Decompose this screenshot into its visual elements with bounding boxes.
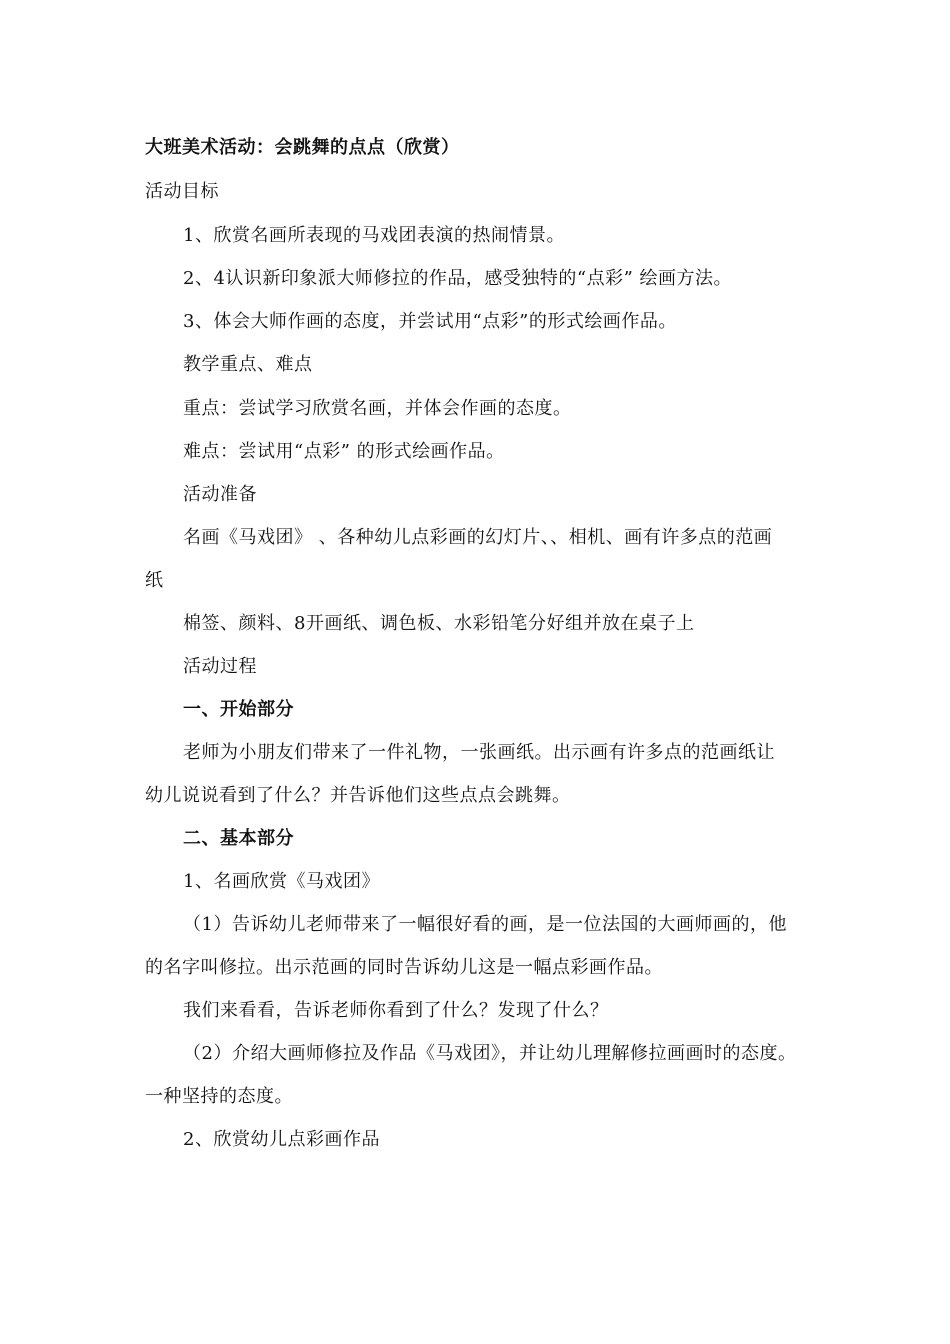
key-points-heading: 教学重点、难点 xyxy=(183,354,313,375)
step-1: 1、名画欣赏《马戏团》 xyxy=(183,871,380,892)
step-2: 2、欣赏幼儿点彩画作品 xyxy=(183,1129,380,1150)
part-1-heading: 一、开始部分 xyxy=(183,699,294,720)
part-2-heading: 二、基本部分 xyxy=(183,828,294,849)
prep-1-line2: 纸 xyxy=(145,570,164,591)
prep-1-line1: 名画《马戏团》 、各种幼儿点彩画的幻灯片、、相机、画有许多点的范画 xyxy=(183,527,773,548)
step-1-1-line2: 的名字叫修拉。出示范画的同时告诉幼儿这是一幅点彩画作品。 xyxy=(145,957,663,978)
goals-heading: 活动目标 xyxy=(145,181,219,202)
part-1-line1: 老师为小朋友们带来了一件礼物，一张画纸。出示画有许多点的范画纸让 xyxy=(183,742,775,763)
step-1-2-line1: （2）介绍大画师修拉及作品《马戏团》，并让幼儿理解修拉画画时的态度。 xyxy=(183,1043,797,1064)
document-title: 大班美术活动：会跳舞的点点（欣赏） xyxy=(145,137,460,158)
goal-1: 1、欣赏名画所表现的马戏团表演的热闹情景。 xyxy=(183,225,565,246)
step-1-1-line1: （1）告诉幼儿老师带来了一幅很好看的画，是一位法国的大画师画的，他 xyxy=(183,914,787,935)
prep-heading: 活动准备 xyxy=(183,484,257,505)
key-point: 重点：尝试学习欣赏名画，并体会作画的态度。 xyxy=(183,398,572,419)
part-1-line2: 幼儿说说看到了什么？并告诉他们这些点点会跳舞。 xyxy=(145,785,571,806)
goal-3: 3、体会大师作画的态度，并尝试用“点彩”的形式绘画作品。 xyxy=(183,311,677,332)
step-1-2-line2: 一种坚持的态度。 xyxy=(145,1086,293,1107)
difficulty: 难点：尝试用“点彩” 的形式绘画作品。 xyxy=(183,441,505,462)
step-1-1-line3: 我们来看看，告诉老师你看到了什么？发现了什么？ xyxy=(183,1000,609,1021)
goal-2: 2、4认识新印象派大师修拉的作品，感受独特的“点彩” 绘画方法。 xyxy=(183,268,733,289)
prep-2: 棉签、颜料、8开画纸、调色板、水彩铅笔分好组并放在桌子上 xyxy=(183,613,695,634)
process-heading: 活动过程 xyxy=(183,656,257,677)
